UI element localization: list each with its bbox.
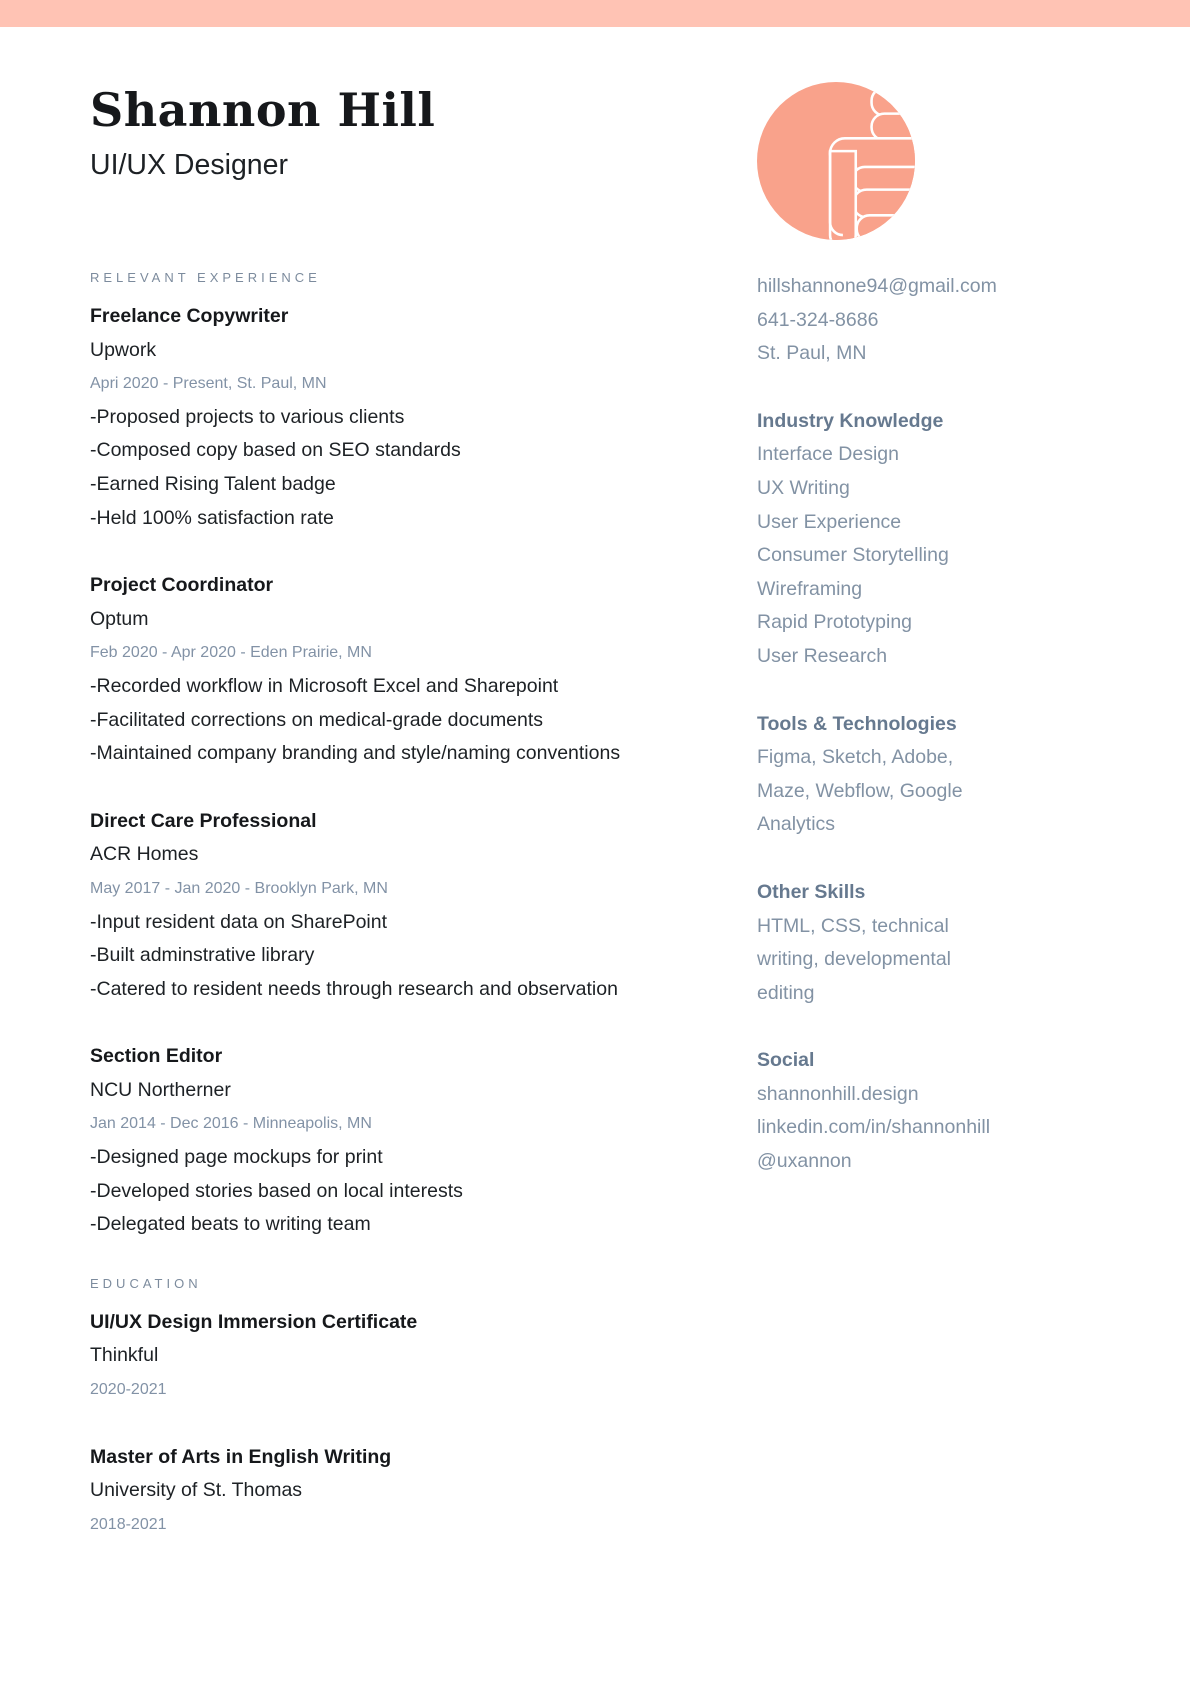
sidebar-section-line: Consumer Storytelling — [757, 544, 949, 567]
job-bullet-line: -Input resident data on SharePoint — [90, 910, 388, 933]
job-bullet-line: -Designed page mockups for print — [90, 1146, 383, 1169]
education-school: University of St. Thomas — [90, 1479, 303, 1502]
sidebar-section-line: shannonhill.design — [757, 1082, 919, 1105]
job-dates-location: May 2017 - Jan 2020 - Brooklyn Park, MN — [90, 879, 388, 897]
skills-sections — [757, 405, 1002, 1179]
job-title: Freelance Copywriter — [90, 305, 289, 327]
job-bullet-line: -Earned Rising Talent badge — [90, 472, 336, 495]
education-years: 2020-2021 — [90, 1381, 167, 1399]
job-dates-location: Jan 2014 - Dec 2016 - Minneapolis, MN — [90, 1115, 372, 1133]
resume-header — [0, 27, 1190, 270]
content-columns — [0, 270, 1190, 1575]
experience-item — [90, 805, 757, 1007]
contact-line: St. Paul, MN — [757, 342, 867, 365]
top-accent-bar — [0, 0, 1190, 27]
education-title: UI/UX Design Immersion Certificate — [90, 1310, 418, 1333]
contact-info — [757, 270, 1002, 371]
person-name: Shannon Hill — [90, 83, 436, 137]
job-bullet-line: -Catered to resident needs through research and observation — [90, 977, 618, 1000]
sidebar-section — [757, 1044, 1002, 1178]
sidebar-section — [757, 405, 1002, 674]
sidebar-section-heading: Other Skills — [757, 880, 866, 903]
education-list — [90, 1306, 757, 1542]
job-bullet-line: -Maintained company branding and style/naming conventions — [90, 742, 621, 765]
sidebar-section — [757, 876, 1002, 1010]
job-bullet-line: -Delegated beats to writing team — [90, 1213, 371, 1236]
job-company: Upwork — [90, 338, 157, 361]
sidebar-section-heading: Social — [757, 1049, 815, 1072]
job-company: Optum — [90, 607, 149, 630]
job-bullet-line: -Developed stories based on local interests — [90, 1179, 463, 1202]
sidebar-section-line: linkedin.com/in/shannonhill — [757, 1116, 991, 1139]
sidebar-section-line: Interface Design — [757, 443, 899, 466]
education-title: Master of Arts in English Writing — [90, 1445, 392, 1468]
sidebar-section-body — [757, 438, 1002, 673]
job-bullets — [90, 401, 757, 535]
job-title: Project Coordinator — [90, 574, 274, 597]
job-bullets — [90, 670, 757, 771]
sidebar-section-line: UX Writing — [757, 476, 850, 499]
sidebar-section — [757, 708, 1002, 842]
experience-item — [90, 300, 757, 535]
job-dates-location: Feb 2020 - Apr 2020 - Eden Prairie, MN — [90, 644, 372, 662]
education-school: Thinkful — [90, 1344, 159, 1367]
sidebar-section-heading: Industry Knowledge — [757, 409, 944, 432]
sidebar-section-line: Rapid Prototyping — [757, 611, 913, 634]
sidebar-section-body — [757, 1078, 1002, 1179]
job-bullets — [90, 906, 757, 1007]
relevant-experience-label: RELEVANT EXPERIENCE — [90, 270, 321, 285]
experience-item — [90, 569, 757, 771]
job-bullet-line: -Proposed projects to various clients — [90, 405, 405, 428]
job-bullet-line: -Recorded workflow in Microsoft Excel and Sharepoint — [90, 674, 559, 697]
sidebar-section-line: HTML, CSS, technical writing, developmental editing — [757, 914, 952, 1004]
sidebar-section-line: Figma, Sketch, Adobe, Maze, Webflow, Google Analytics — [757, 746, 963, 836]
job-bullets — [90, 1141, 757, 1242]
job-company: NCU Northerner — [90, 1078, 231, 1101]
education-label: EDUCATION — [90, 1275, 202, 1291]
experience-item — [90, 1040, 757, 1242]
sidebar-section-line: Wireframing — [757, 577, 863, 600]
job-dates-location: Apri 2020 - Present, St. Paul, MN — [90, 375, 327, 393]
sidebar-column — [757, 270, 1002, 1575]
job-bullet-line: -Held 100% satisfaction rate — [90, 506, 334, 529]
contact-line: 641-324-8686 — [757, 308, 879, 331]
sidebar-section-body — [757, 741, 1002, 842]
experience-column — [90, 270, 757, 1575]
person-title: UI/UX Designer — [90, 149, 288, 181]
education-item — [90, 1306, 757, 1407]
job-title: Section Editor — [90, 1045, 223, 1068]
job-bullet-line: -Built adminstrative library — [90, 944, 315, 967]
paper-stack-logo-icon — [757, 82, 915, 240]
job-title: Direct Care Professional — [90, 809, 317, 832]
sidebar-section-heading: Tools & Technologies — [757, 712, 957, 735]
contact-line: hillshannone94@gmail.com — [757, 275, 997, 297]
sidebar-section-line: User Experience — [757, 510, 902, 533]
job-bullet-line: -Composed copy based on SEO standards — [90, 439, 461, 462]
sidebar-section-body — [757, 910, 1002, 1011]
job-bullet-line: -Facilitated corrections on medical-grade documents — [90, 708, 544, 731]
education-years: 2018-2021 — [90, 1515, 167, 1533]
job-company: ACR Homes — [90, 843, 199, 866]
experience-list — [90, 300, 757, 1242]
education-item — [90, 1441, 757, 1542]
sidebar-section-line: @uxannon — [757, 1150, 852, 1173]
sidebar-section-line: User Research — [757, 644, 888, 667]
